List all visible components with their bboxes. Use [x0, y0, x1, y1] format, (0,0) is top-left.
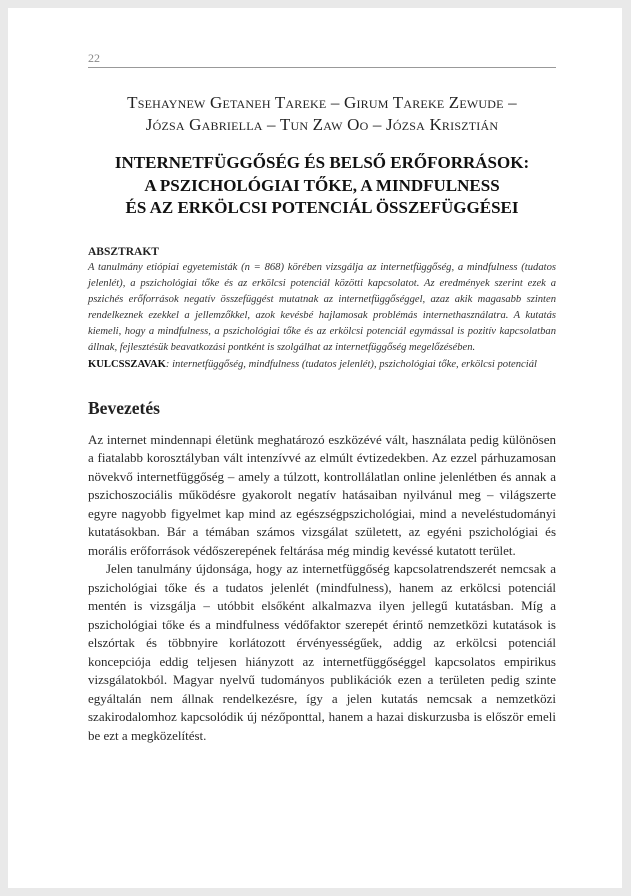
- authors-line-2: Józsa Gabriella – Tun Zaw Oo – Józsa Krisztián: [145, 115, 499, 134]
- article-content: [88, 92, 556, 745]
- keywords-values: : internetfüggőség, mindfulness (tudatos jelenlét), pszichológiai tőke, erkölcsi potenciál: [165, 358, 537, 370]
- keywords: [88, 357, 556, 373]
- paragraph-2: Jelen tanulmány újdonsága, hogy az internetfüggőség kapcsolatrendszerét nemcsak a pszichológiai tőke és a tudatos jelenlét (mindfulness), hanem az erkölcsi potenciál mentén is vizsgálja – utóbbit elsőként alkalmazva ilyen jellegű kutatásban. Míg a pszichológiai tőke és a mindfulness védőfaktor szerepét érintő nemzetközi kutatások is elszórtak és többnyire korlátozott érvényességűek, addig az erkölcsi potenciál koncepciója eddig teljesen hiányzott az internetfüggőséggel kapcsolatos empirikus vizsgálatokból. Magyar nyelvű tudományos publikációk ezen a területen pedig szinte egyáltalán nem állnak rendelkezésre, így a jelen kutatás nemcsak a nemzetközi szakirodalomhoz kapcsolódik új nézőponttal, hanem a hazai diskurzusba is először emeli be ezt a megközelítést.: [88, 561, 556, 743]
- title-line-3: ÉS AZ ERKÖLCSI POTENCIÁL ÖSSZEFÜGGÉSEI: [125, 198, 519, 217]
- title-line-2: A PSZICHOLÓGIAI TŐKE, A MINDFULNESS: [144, 175, 500, 195]
- header-rule: [88, 67, 556, 68]
- authors: [88, 92, 556, 136]
- title-line-1: INTERNETFÜGGŐSÉG ÉS BELSŐ ERŐFORRÁSOK:: [114, 153, 530, 172]
- article-title: [88, 152, 556, 220]
- abstract-text: A tanulmány etiópiai egyetemisták (n = 868) körében vizsgálja az internetfüggőség, a mindfulness (tudatos jelenlét), a pszichológiai tőke és az erkölcsi potenciál közötti kapcsolatot. Az eredmények szerint ezek a pszichés erőforrások negatív összefüggést mutatnak az internetfüggőséggel, azaz akik magasabb szinten rendelkeznek ezekkel a jellemzőkkel, azok kevésbé hajlamosak problémás internethasználatra. A kutatás kiemeli, hogy a mindfulness, a pszichológiai tőke és az erkölcsi potenciál egymással is pozitív kapcsolatban állnak, fejlesztésük beavatkozási pontként is szolgálhat az internetfüggőség megelőzésében.: [88, 261, 556, 353]
- paragraph-1: Az internet mindennapi életünk meghatározó eszközévé vált, használata pedig különösen a fiatalabb korosztályban vált intenzívvé az elmúlt évtizedekben. Az ezzel párhuzamosan növekvő internetfüggőség – amely a túlzott, kontrollálatlan online jelenlétben és annak a pszichoszociális működésre gyakorolt negatív hatásaiban nyilvánul meg – világszerte egyre nagyobb figyelmet kap mind az egészségpszichológiai, mind a neveléstudományi kutatásokban. Bár a témában számos vizsgálat született, az egyéni pszichológiai és morális erőforrások védőszerepének feltárása még mindig kevéssé kutatott terület.: [88, 431, 556, 558]
- page: [8, 8, 622, 888]
- abstract-heading: ABSZTRAKT: [88, 245, 159, 258]
- keywords-label: KULCSSZAVAK: [88, 358, 166, 370]
- page-number: 22: [88, 51, 100, 65]
- section-heading: Bevezetés: [88, 397, 160, 418]
- authors-line-1: Tsehaynew Getaneh Tareke – Girum Tareke Zewude –: [127, 93, 517, 112]
